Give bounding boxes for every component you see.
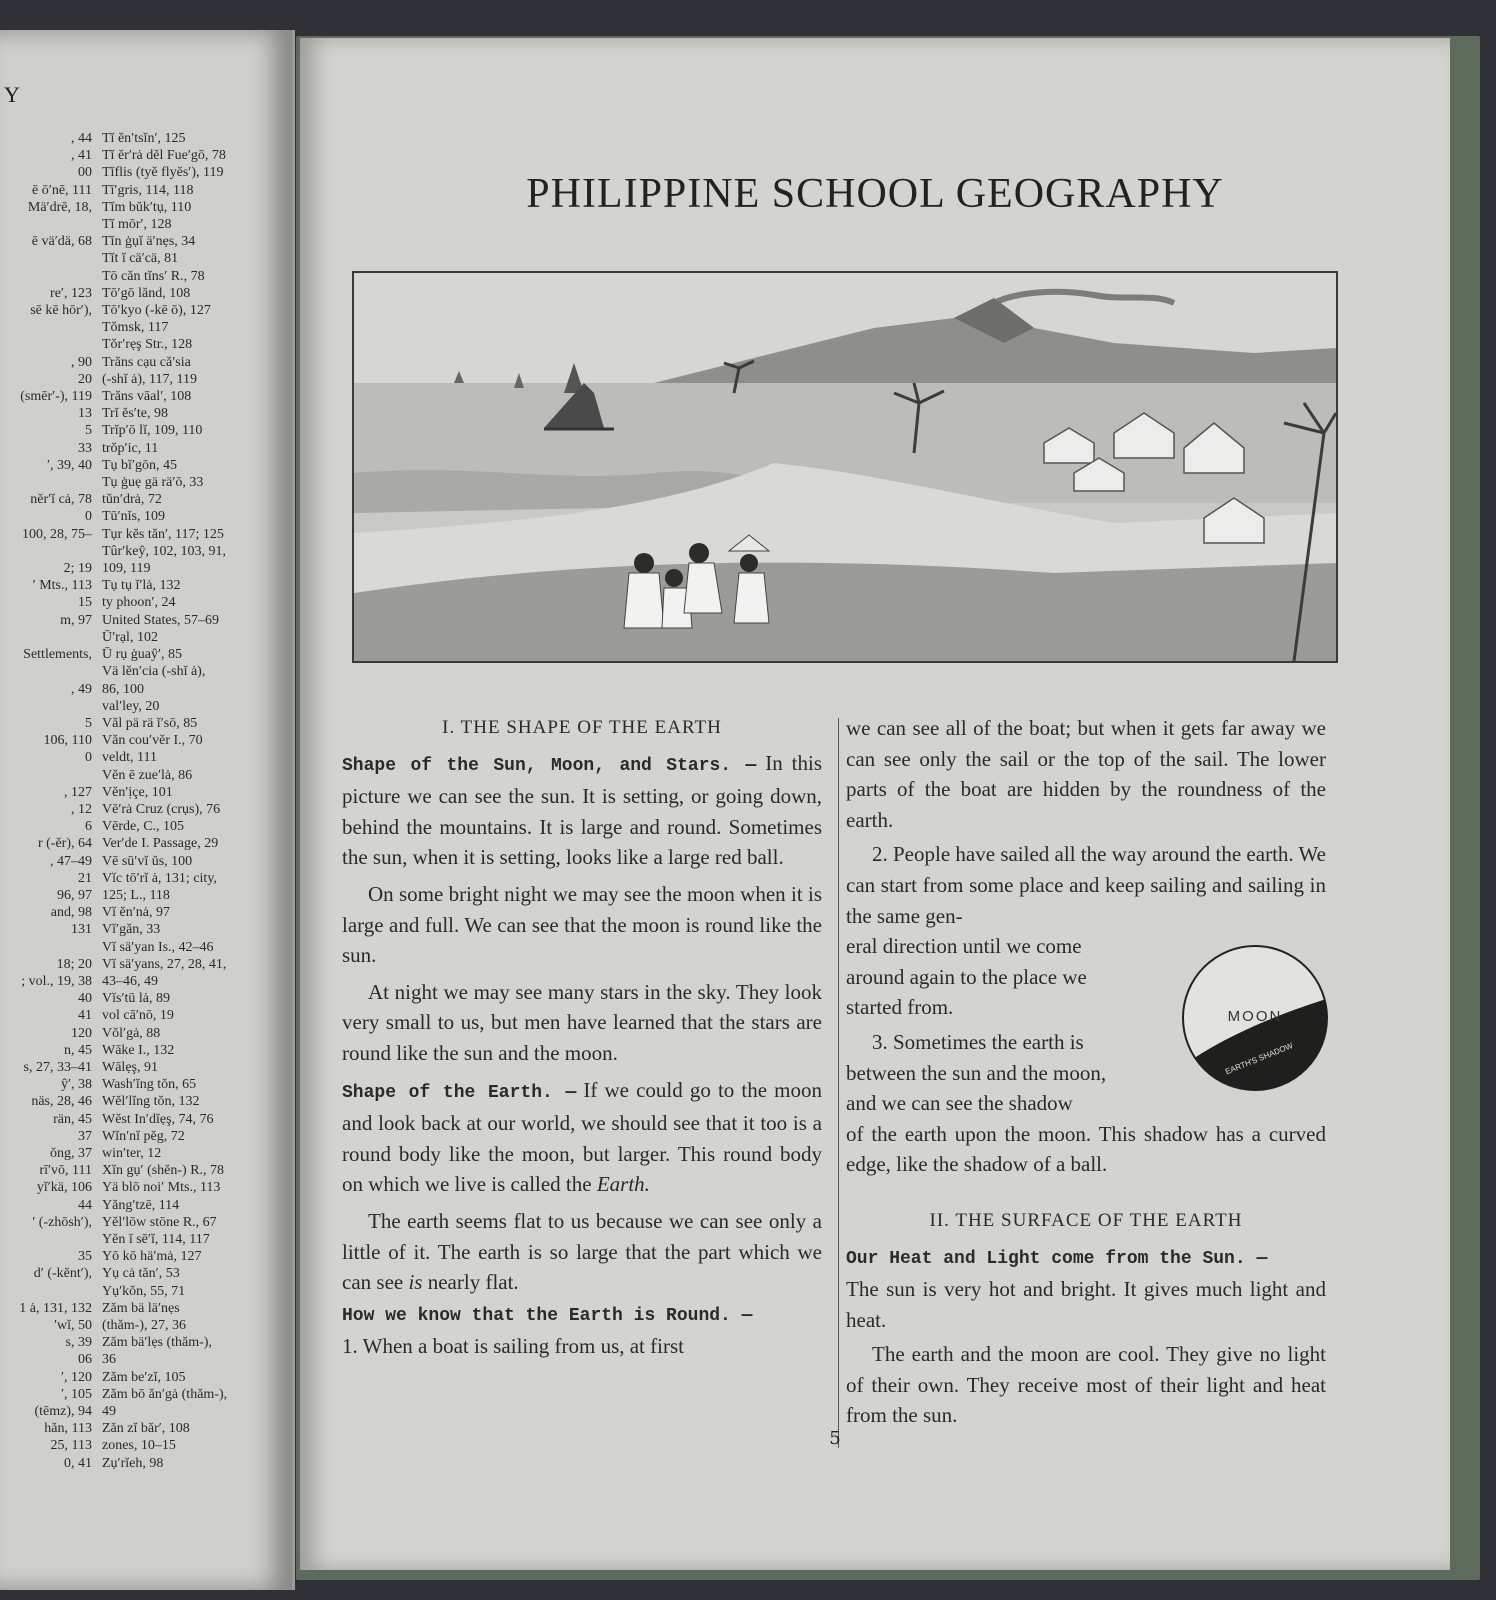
- index-entry: rän, 45: [53, 1111, 92, 1127]
- index-entry: Zăm bō ăn′gȧ (thăm-),: [102, 1386, 228, 1402]
- index-entry: Tĭm bŭk′tụ, 110: [102, 199, 192, 215]
- section-heading-shape-of-earth: I. THE SHAPE OF THE EARTH: [442, 717, 722, 738]
- index-entry: Yụ cȧ tăn′, 53: [102, 1266, 180, 1282]
- page-title: PHILIPPINE SCHOOL GEOGRAPHY: [526, 171, 1224, 217]
- index-entry: Wĕst In′dĭẹş, 74, 76: [102, 1111, 214, 1127]
- index-entry: 36: [102, 1352, 116, 1368]
- index-entry: Tĭflis (tyĕ flyĕs′), 119: [102, 165, 224, 181]
- index-entry: Ū rụ ġuaŷ′, 85: [102, 647, 183, 663]
- index-entry: , 47–49: [50, 853, 92, 869]
- index-entry: 100, 28, 75–: [22, 526, 92, 542]
- index-entry: s, 27, 33–41: [23, 1059, 92, 1075]
- paragraph: we can see all of the boat; but when it gets far away we can see only the sail or the top of the sail. The lower parts of the boat are hidden by the roundness of the earth.: [846, 716, 1326, 832]
- index-entry: Tụ ġuẹ gä rä′ō, 33: [102, 475, 204, 491]
- text-column-left: [342, 713, 822, 1362]
- index-entry: (-shĭ ȧ), 117, 119: [102, 371, 197, 387]
- paragraph-lead: Our Heat and Light come from the Sun. —: [846, 1248, 1268, 1269]
- index-entry: Mä′drē, 18,: [27, 199, 92, 215]
- index-entry: Tụ tụ ĭ′lȧ, 132: [102, 578, 181, 594]
- index-entry: Vĭc tō′rĭ ȧ, 131; city,: [102, 870, 217, 886]
- index-entry: (smēr′-), 119: [20, 389, 92, 405]
- index-entry: Wĕl′lĭng tŏn, 132: [102, 1094, 200, 1110]
- index-entry: [0, 1231, 92, 1248]
- index-entry: Tĭ ĕn′tsĭn′, 125: [102, 131, 186, 146]
- paragraph: Shape of the Earth. — If we could go to the moon and look back at our world, we should see that it too is a round body like the moon, but larger. This round body on which we live is called the Earth.: [342, 1077, 822, 1197]
- index-entry: Vĭs′tū lȧ, 89: [102, 991, 171, 1007]
- index-entry: yĭ′kä, 106: [36, 1180, 92, 1196]
- index-entry: 0, 41: [64, 1455, 92, 1471]
- paragraph-lead: Shape of the Earth. —: [342, 1082, 577, 1103]
- column-divider: [838, 718, 839, 1448]
- index-entry: ŷ′, 38: [60, 1077, 92, 1093]
- paragraph: Our Heat and Light come from the Sun. — The sun is very hot and bright. It gives much light and heat.: [846, 1248, 1326, 1332]
- index-entry: Vŏl′gȧ, 88: [102, 1025, 161, 1041]
- index-entry: Wash′ĭng tŏn, 65: [102, 1077, 197, 1093]
- paragraph-lead: How we know that the Earth is Round. —: [342, 1305, 753, 1326]
- index-entry: 86, 100: [102, 681, 144, 697]
- index-entry: n, 45: [64, 1042, 92, 1058]
- index-entry: Văn cou′vĕr I., 70: [102, 733, 203, 749]
- index-column-a: [0, 130, 92, 1472]
- index-entry: 15: [78, 595, 92, 611]
- index-entry: Yụ′kŏn, 55, 71: [102, 1283, 186, 1299]
- index-entry: Vĭ sä′yans, 27, 28, 41,: [102, 956, 227, 972]
- index-entry: 5: [85, 715, 92, 731]
- moon-eclipse-diagram: [1180, 943, 1330, 1093]
- index-entry: ē ō′nē, 111: [32, 182, 92, 198]
- index-entry: Vĕn′ịçe, 101: [102, 784, 173, 800]
- index-entry: sē kē hōr′),: [30, 303, 92, 319]
- coastal-village-illustration: [352, 271, 1338, 663]
- index-entry: and, 98: [50, 905, 92, 921]
- earth-shadow-label: EARTH'S SHADOW: [1223, 1041, 1295, 1077]
- index-entry: , 12: [71, 801, 92, 817]
- index-entry: Trăns vāal′, 108: [102, 389, 192, 405]
- index-entry: Tŏr′rẹş Str., 128: [102, 337, 193, 353]
- index-entry: 1 ȧ, 131, 132: [19, 1300, 92, 1316]
- index-entry: 96, 97: [57, 887, 92, 903]
- index-entry: Wāke I., 132: [102, 1042, 175, 1058]
- index-entry: d′ (-kĕnt′),: [33, 1266, 92, 1282]
- index-entry: 00: [78, 165, 92, 181]
- index-entry: ′, 39, 40: [46, 457, 92, 473]
- index-entry: ′, 105: [60, 1386, 92, 1402]
- index-entry: Vĭ ĕn′nȧ, 97: [102, 905, 170, 921]
- section-heading-surface-of-earth: II. THE SURFACE OF THE EARTH: [929, 1209, 1243, 1231]
- index-entry: 43–46, 49: [102, 973, 158, 989]
- index-entry: 120: [71, 1025, 92, 1041]
- index-entry: , 41: [71, 148, 92, 164]
- index-entry: Ū′rạl, 102: [102, 629, 158, 645]
- index-entry: Trăns cạu că′sia: [102, 354, 191, 370]
- index-entry: Vĭ sä′yan Is., 42–46: [102, 939, 214, 955]
- index-entry: Vä lĕn′cia (-shĭ ȧ),: [102, 664, 206, 680]
- index-entry: Vē′rȧ Cruz (crụs), 76: [102, 801, 221, 817]
- index-entry: ; vol., 19, 38: [21, 973, 92, 989]
- index-entry: Tū′nĭs, 109: [102, 509, 165, 525]
- index-entry: ′ (-zhōsh′),: [32, 1214, 92, 1230]
- index-entry: [0, 698, 92, 715]
- index-entry: veldt, 111: [102, 750, 157, 766]
- index-entry: 35: [78, 1249, 92, 1265]
- index-entry: Ver′de I. Passage, 29: [102, 836, 219, 852]
- index-entry: vol cā′nō, 19: [102, 1008, 174, 1024]
- index-entry: 131: [71, 922, 92, 938]
- index-entry: [0, 319, 92, 336]
- index-entry: Tō′gō lănd, 108: [102, 285, 191, 301]
- paragraph: 3. Sometimes the earth is between the sun and the moon, and we can see the shadow of the earth upon the moon. This shadow has a curved edge, like the shadow of a ball.: [846, 1029, 1326, 1177]
- paragraph: At night we may see many stars in the sky. They look very small to us, but men have learned that the stars are round like the sun and the moon.: [342, 979, 822, 1065]
- index-entry: tŭn′drȧ, 72: [102, 492, 162, 508]
- paragraph: How we know that the Earth is Round. — 1. When a boat is sailing from us, at first: [342, 1305, 753, 1359]
- index-entry: m, 97: [60, 612, 92, 628]
- index-entry: , 49: [71, 681, 92, 697]
- index-entry: ′, 120: [60, 1369, 92, 1385]
- index-entry: [0, 1283, 92, 1300]
- index-entry: ′ Mts., 113: [32, 578, 92, 594]
- index-column-b: [102, 130, 278, 1472]
- index-entry: United States, 57–69: [102, 612, 220, 628]
- left-running-header: Y: [4, 82, 20, 107]
- index-entry: 25, 113: [50, 1438, 92, 1454]
- index-entry: Yä blō noi′ Mts., 113: [102, 1180, 221, 1196]
- index-entry: 2; 19: [63, 561, 92, 577]
- index-entry: [0, 336, 92, 353]
- index-entry: Tō′kyo (-kē ō), 127: [102, 303, 211, 319]
- index-entry: Wĭn′nĭ pĕg, 72: [102, 1128, 185, 1144]
- index-entry: Vĭ′găn, 33: [102, 922, 161, 938]
- right-page: [300, 38, 1450, 1570]
- index-entry: Yō kō hä′mȧ, 127: [102, 1249, 202, 1265]
- index-entry: [0, 767, 92, 784]
- index-entry: 44: [78, 1197, 92, 1213]
- index-entry: 41: [78, 1008, 92, 1024]
- index-entry: [0, 543, 92, 560]
- index-entry: 6: [85, 819, 92, 835]
- index-entry: Yĕl′lōw stōne R., 67: [102, 1214, 217, 1230]
- index-entry: 13: [78, 406, 92, 422]
- index-entry: 5: [85, 423, 92, 439]
- index-entry: näs, 28, 46: [31, 1094, 92, 1110]
- index-entry: ē vä′dä, 68: [31, 234, 92, 250]
- index-entry: (thăm-), 27, 36: [102, 1318, 186, 1334]
- paragraph-lead: Shape of the Sun, Moon, and Stars. —: [342, 755, 757, 776]
- index-entry: Vĕn ē zue′lȧ, 86: [102, 767, 193, 783]
- index-entry: rī′vō, 111: [39, 1163, 92, 1179]
- index-entry: Tī′gris, 114, 118: [102, 182, 194, 198]
- paragraph: 2. People have sailed all the way around the earth. We can start from some place and keep sailing and sailing in the same gen- eral direction until we come around again to the place we started from.: [846, 842, 1326, 1020]
- index-entry: 49: [102, 1404, 116, 1420]
- index-entry: [0, 663, 92, 680]
- index-entry: 125; L., 118: [102, 887, 170, 903]
- index-entry: 37: [78, 1128, 92, 1144]
- index-entry: , 90: [71, 354, 92, 370]
- index-entry: [0, 268, 92, 285]
- left-page: [0, 30, 295, 1590]
- index-entry: [0, 474, 92, 491]
- index-entry: 40: [78, 991, 92, 1007]
- index-entry: Tĭ mōr′, 128: [102, 217, 172, 233]
- index-entry: s, 39: [65, 1335, 92, 1351]
- index-entry: 109, 119: [102, 561, 151, 577]
- index-entry: trŏp′ic, 11: [102, 440, 159, 456]
- index-entry: Yăng′tzē, 114: [102, 1197, 180, 1213]
- index-entry: Tụr kĕs tăn′, 117; 125: [102, 526, 224, 542]
- index-entry: 20: [78, 371, 92, 387]
- index-entry: [0, 250, 92, 267]
- index-entry: [0, 216, 92, 233]
- index-entry: ′wĭ, 50: [53, 1318, 92, 1334]
- index-entry: Trĭp′ō lĭ, 109, 110: [102, 423, 203, 439]
- index-entry: Zăm be′zĭ, 105: [102, 1369, 186, 1385]
- index-entry: 06: [78, 1352, 92, 1368]
- index-entry: r (-ĕr), 64: [37, 836, 92, 852]
- index-entry: Tĭ ĕr′rȧ dĕl Fue′gō, 78: [102, 148, 226, 164]
- index-entry: Tûr′keŷ, 102, 103, 91,: [102, 543, 226, 559]
- index-entry: 0: [85, 509, 92, 525]
- index-entry: hăn, 113: [44, 1421, 92, 1437]
- moon-label: MOON: [1227, 1008, 1283, 1025]
- index-entry: Tĭn ġụĭ ä′nẹs, 34: [102, 234, 196, 250]
- index-entry: 106, 110: [43, 733, 92, 749]
- index-entry: Tō căn tĭns′ R., 78: [102, 268, 205, 284]
- index-entry: Trĭ ĕs′te, 98: [102, 406, 168, 422]
- index-entry: 0: [85, 750, 92, 766]
- index-entry: val′ley, 20: [102, 698, 160, 714]
- paragraph: The earth and the moon are cool. They give no light of their own. They receive most of their light and heat from the sun.: [846, 1342, 1326, 1428]
- index-entry: Tŏmsk, 117: [102, 320, 169, 336]
- index-entry: nĕr′ĭ cȧ, 78: [30, 492, 92, 508]
- index-entry: Văl pä rä ĭ′sō, 85: [102, 715, 198, 731]
- index-entry: 21: [78, 870, 92, 886]
- index-entry: , 127: [64, 784, 92, 800]
- index-entry: Zăn zĭ băr′, 108: [102, 1421, 190, 1437]
- paragraph: Shape of the Sun, Moon, and Stars. — In this picture we can see the sun. It is setting, or going down, behind the mountains. It is large and round. Sometimes the sun, when it is setting, looks like a large red ball.: [342, 750, 822, 870]
- index-entry: 18; 20: [56, 956, 92, 972]
- index-entry: Zăm bä lä′nẹs: [102, 1300, 180, 1316]
- page-number: 5: [829, 1428, 841, 1449]
- index-entry: [0, 939, 92, 956]
- index-entry: Wālẹş, 91: [102, 1059, 158, 1075]
- index-entry: 33: [78, 440, 92, 456]
- index-entry: Zăm bä′lẹs (thăm-),: [102, 1335, 212, 1351]
- index-entry: Vē sū′vĭ ŭs, 100: [102, 853, 193, 869]
- paragraph: On some bright night we may see the moon when it is large and full. We can see that the moon is round like the sun.: [342, 881, 822, 968]
- index-entry: (tēmz), 94: [34, 1404, 92, 1420]
- index-entry: Xĭn gụ′ (shĕn-) R., 78: [102, 1163, 225, 1179]
- index-entry: win′ter, 12: [102, 1145, 162, 1161]
- index-entry: Tĭt ĭ cä′cä, 81: [102, 251, 179, 267]
- index-entry: re′, 123: [50, 285, 92, 301]
- index-entry: Yĕn ĭ sē′ĭ, 114, 117: [102, 1232, 210, 1247]
- paragraph: The earth seems flat to us because we can see only a little of it. The earth is so large that the part which we can see is nearly flat.: [342, 1208, 822, 1295]
- index-entry: Settlements,: [23, 647, 92, 663]
- index-entry: ty phoon′, 24: [102, 595, 176, 611]
- index-entry: [0, 629, 92, 646]
- index-entry: , 44: [71, 131, 92, 146]
- index-entry: Vērde, C., 105: [102, 819, 185, 835]
- index-entry: ŏng, 37: [50, 1145, 92, 1161]
- index-entry: Zụ′rĭeh, 98: [102, 1455, 164, 1471]
- index-entry: zones, 10–15: [102, 1438, 176, 1454]
- index-entry: Tụ bĭ′gōn, 45: [102, 457, 178, 473]
